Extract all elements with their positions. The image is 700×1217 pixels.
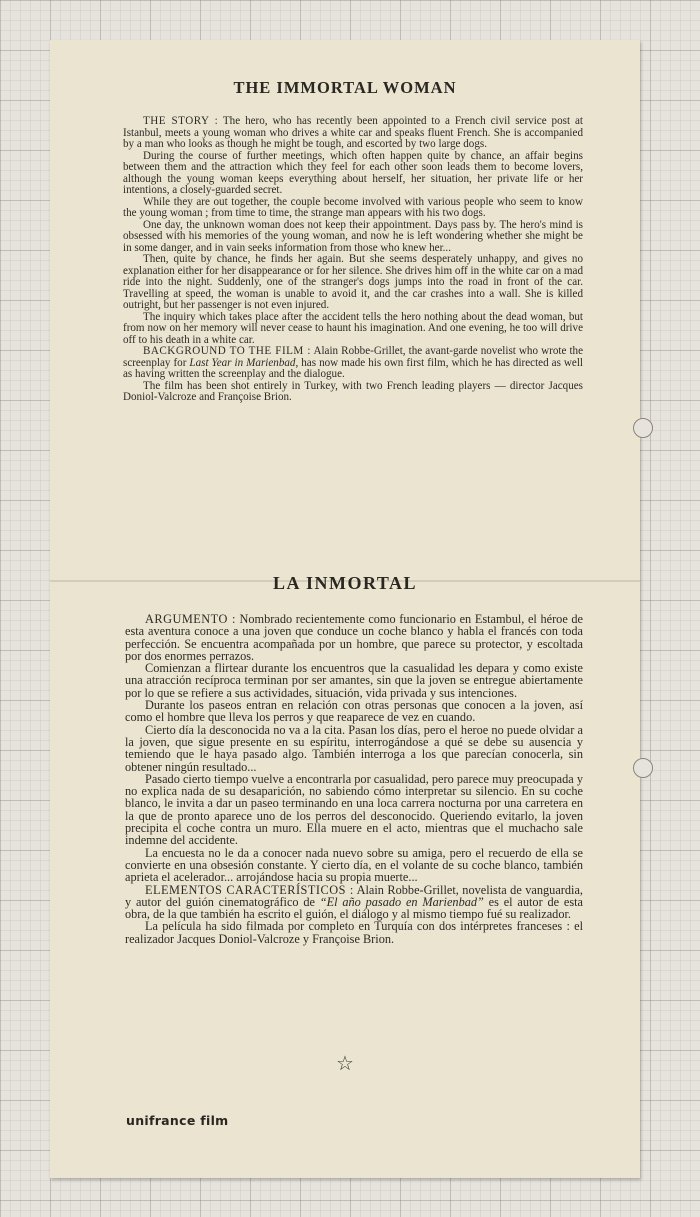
unifrance-logo: unifrance film: [126, 1113, 229, 1128]
spanish-paragraph: La encuesta no le da a conocer nada nuevo sobre su amiga, pero el recuerdo de ella se convierte en una obsesión constante. Y cierto día, en el volante de su coche blanco, también aprieta el acelerador... arrojándose hacia su propia muerte...: [125, 845, 583, 885]
spanish-body: [125, 613, 583, 945]
elementos-label: ELEMENTOS CARACTERÍSTICOS :: [145, 882, 354, 897]
english-paragraph: One day, the unknown woman does not keep their appointment. Days pass by. The hero's mind is obsessed with his memories of the young woman, and now he is left wondering whether she might be in some danger, and in vain seeks information from those who knew her...: [123, 218, 583, 254]
english-paragraph: Then, quite by chance, he finds her again. But she seems desperately unhappy, and gives no explanation either for her disappearance or for her silence. She drives him off in the white car on a mad ride into the night. Suddenly, one of the stranger's dogs jumps into the road in front of the car. Travelling at speed, the woman is unable to avoid it, and the car crashes into a wall. She is killed outright, but her passenger is not even injured.: [123, 253, 583, 311]
english-paragraph: BACKGROUND TO THE FILM : Alain Robbe-Grillet, the avant-garde novelist who wrote the screenplay for Last Year in Marienbad, has now made his own first film, which he has directed as well as having written the screenplay and the dialogue.: [123, 345, 584, 380]
background-label: BACKGROUND TO THE FILM :: [143, 345, 311, 357]
story-label: THE STORY :: [143, 115, 219, 127]
english-paragraph: During the course of further meetings, which often happen quite by chance, an affair begins between them and the attraction which they feel for each other soon leads them to become lovers, although the young woman keeps everything about herself, her situation, her private life or her intentions, a closely-guarded secret.: [123, 149, 583, 196]
english-body: [123, 116, 583, 404]
spanish-paragraph: Cierto día la desconocida no va a la cita. Pasan los días, pero el heroe no puede olvidar a la joven, que sigue presente en su espíritu, interrogándose a qué se debe su ausencia y temiendo que le haya pasado algo. También interroga a los que parecían conocerla, sin obtener ningún resultado...: [125, 722, 583, 774]
spanish-paragraph: ARGUMENTO : Nombrado recientemente como funcionario en Estambul, el héroe de esta aventura conoce a una joven que conduce un coche blanco y habla el francés con toda perfección. Se encuentra acompañada por un hombre, que parece su protector, y escoltada por dos enormes perrazos.: [125, 612, 584, 663]
spanish-title: LA INMORTAL: [272, 573, 418, 593]
film-title-italic: “El año pasado en Marienbad”: [319, 894, 484, 909]
document-sheet: [50, 40, 640, 1178]
english-paragraph: THE STORY : The hero, who has recently been appointed to a French civil service post at Istanbul, meets a young woman who drives a white car and speaks fluent French. She is accompanied by a man who looks as though he might be tough, and escorted by two large dogs.: [123, 115, 583, 150]
spanish-paragraph: Comienzan a flirtear durante los encuentros que la casualidad les depara y como existe una atracción recíproca terminan por ser amantes, sin que la joven se entregue abiertamente por lo que se refiere a sus actividades, situación, vida privada y sus intenciones.: [125, 661, 583, 700]
punch-hole: [633, 418, 653, 438]
star-icon: ☆: [336, 1051, 354, 1075]
punch-hole: [633, 758, 653, 778]
english-title: THE IMMORTAL WOMAN: [233, 78, 457, 97]
english-paragraph: The film has been shot entirely in Turkey, with two French leading players — director Jacques Doniol-Valcroze and Françoise Brion.: [123, 379, 583, 403]
spanish-paragraph: Durante los paseos entran en relación con otras personas que conocen a la joven, así como el hombre que lleva los perros y que reaparece de vez en cuando.: [125, 698, 583, 725]
spanish-paragraph: ELEMENTOS CARACTERÍSTICOS : Alain Robbe-Grillet, novelista de vanguardia, y autor del guión cinematográfico de “El año pasado en Marienbad” es el autor de esta obra, de la que también ha escrito el guión, el diálogo y al mismo tiempo fué su realizador.: [125, 882, 584, 922]
english-paragraph: While they are out together, the couple become involved with various people who seem to know the young woman ; from time to time, the strange man appears with his two dogs.: [123, 195, 583, 219]
film-title-italic: Last Year in Marienbad: [189, 356, 296, 369]
english-paragraph: The inquiry which takes place after the accident tells the hero nothing about the dead woman, but from now on her memory will never cease to haunt his imagination. And one evening, he too will drive off to his death in a white car.: [123, 310, 583, 346]
spanish-paragraph: La película ha sido filmada por completo en Turquía con dos intérpretes franceses : el realizador Jacques Doniol-Valcroze y Françoise Brion.: [125, 919, 583, 946]
argumento-label: ARGUMENTO :: [145, 612, 236, 626]
spanish-paragraph: Pasado cierto tiempo vuelve a encontrarla por casualidad, pero parece muy preocupada y no explica nada de su desaparición, no sabiendo cómo interpretar su silencio. En su coche blanco, le invita a dar un paseo terminando en una loca carrera nocturna por una carretera en la que de pronto aparece uno de los perros del desconocido. Queriendo evitarlo, la joven precipita el coche contra un muro. Ella muere en el acto, mientras que el muchacho sale indemne del accidente.: [125, 771, 583, 848]
